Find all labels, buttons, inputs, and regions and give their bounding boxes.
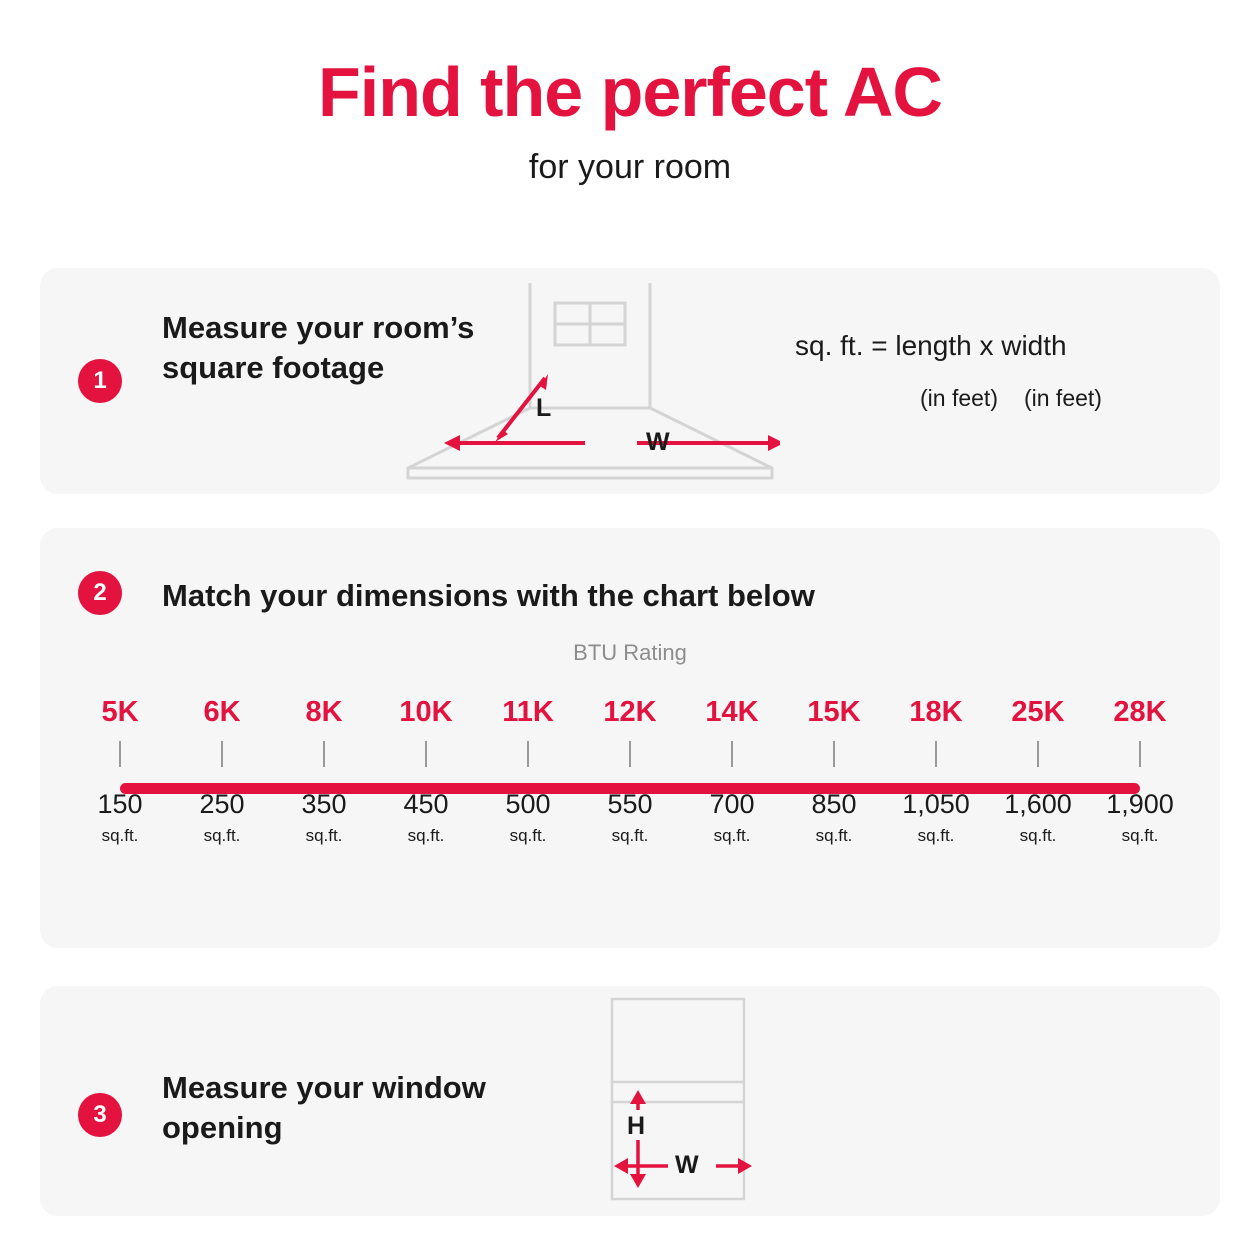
room-width-label: W	[646, 428, 670, 456]
btu-scale-column	[476, 698, 580, 846]
chart-title: BTU Rating	[573, 640, 687, 665]
sqft-unit-label: sq.ft.	[101, 826, 139, 845]
step-3-heading: Measure your window opening	[162, 1070, 486, 1145]
scale-tick	[119, 741, 121, 767]
step-2-heading: Match your dimensions with the chart below	[162, 578, 815, 613]
step-1-heading: Measure your room’s square footage	[162, 310, 475, 385]
sqft-value: 450	[403, 789, 449, 819]
btu-scale-column	[68, 698, 172, 846]
sqft-value: 550	[607, 789, 653, 819]
btu-rating-label: 8K	[305, 696, 343, 728]
btu-scale-column	[170, 698, 274, 846]
step-3-badge: 3	[78, 1093, 122, 1137]
sqft-unit-label: sq.ft.	[1121, 826, 1159, 845]
room-length-label: L	[536, 394, 552, 422]
area-formula: sq. ft. = length x width	[795, 330, 1067, 361]
btu-scale-chart	[60, 698, 1200, 898]
sqft-unit-label: sq.ft.	[611, 826, 649, 845]
sqft-value: 1,900	[1106, 789, 1174, 819]
sqft-value: 850	[811, 789, 857, 819]
btu-rating-label: 12K	[603, 696, 657, 728]
btu-scale-column	[272, 698, 376, 846]
formula-note-length: (in feet)	[920, 385, 998, 411]
scale-tick	[221, 741, 223, 767]
step-3-card	[40, 986, 1220, 1216]
btu-rating-label: 28K	[1113, 696, 1167, 728]
page-title: Find the perfect AC	[318, 53, 942, 131]
window-diagram	[580, 994, 790, 1209]
window-height-label: H	[627, 1112, 646, 1140]
sqft-value: 1,600	[1004, 789, 1072, 819]
scale-tick	[425, 741, 427, 767]
step-1-badge: 1	[78, 359, 122, 403]
scale-tick	[1139, 741, 1141, 767]
step-1-card	[40, 268, 1220, 494]
sqft-unit-label: sq.ft.	[407, 826, 445, 845]
sqft-unit-label: sq.ft.	[713, 826, 751, 845]
btu-scale-column	[680, 698, 784, 846]
step-2-card	[40, 528, 1220, 948]
sqft-value: 500	[505, 789, 551, 819]
sqft-unit-label: sq.ft.	[509, 826, 547, 845]
scale-tick	[833, 741, 835, 767]
btu-rating-label: 6K	[203, 696, 241, 728]
formula-note-width: (in feet)	[1023, 385, 1102, 411]
scale-tick	[629, 741, 631, 767]
page-header	[0, 0, 1260, 187]
btu-scale-column	[578, 698, 682, 846]
btu-rating-label: 11K	[502, 696, 554, 728]
scale-tick	[323, 741, 325, 767]
sqft-value: 1,050	[902, 789, 970, 819]
btu-rating-label: 18K	[909, 696, 963, 728]
btu-scale-column	[374, 698, 478, 846]
btu-rating-label: 5K	[101, 696, 139, 728]
scale-tick	[731, 741, 733, 767]
scale-tick	[1037, 741, 1039, 767]
sqft-unit-label: sq.ft.	[815, 826, 853, 845]
sqft-value: 700	[709, 789, 755, 819]
scale-tick	[527, 741, 529, 767]
sqft-unit-label: sq.ft.	[917, 826, 955, 845]
sqft-unit-label: sq.ft.	[203, 826, 241, 845]
btu-scale-column	[782, 698, 886, 846]
area-formula-units	[920, 385, 1128, 412]
btu-rating-label: 10K	[399, 696, 453, 728]
sqft-unit-label: sq.ft.	[305, 826, 343, 845]
page-subtitle: for your room	[528, 147, 732, 186]
btu-scale-column	[884, 698, 988, 846]
btu-scale-column	[1088, 698, 1192, 846]
scale-tick	[935, 741, 937, 767]
btu-rating-label: 14K	[705, 696, 759, 728]
btu-scale-column	[986, 698, 1090, 846]
window-width-label: W	[675, 1151, 699, 1179]
btu-rating-label: 25K	[1011, 696, 1065, 728]
sqft-value: 250	[199, 789, 245, 819]
sqft-value: 350	[301, 789, 347, 819]
room-diagram	[400, 278, 780, 488]
sqft-unit-label: sq.ft.	[1019, 826, 1057, 845]
sqft-value: 150	[97, 789, 143, 819]
step-2-badge: 2	[78, 571, 122, 615]
btu-rating-label: 15K	[807, 696, 861, 728]
